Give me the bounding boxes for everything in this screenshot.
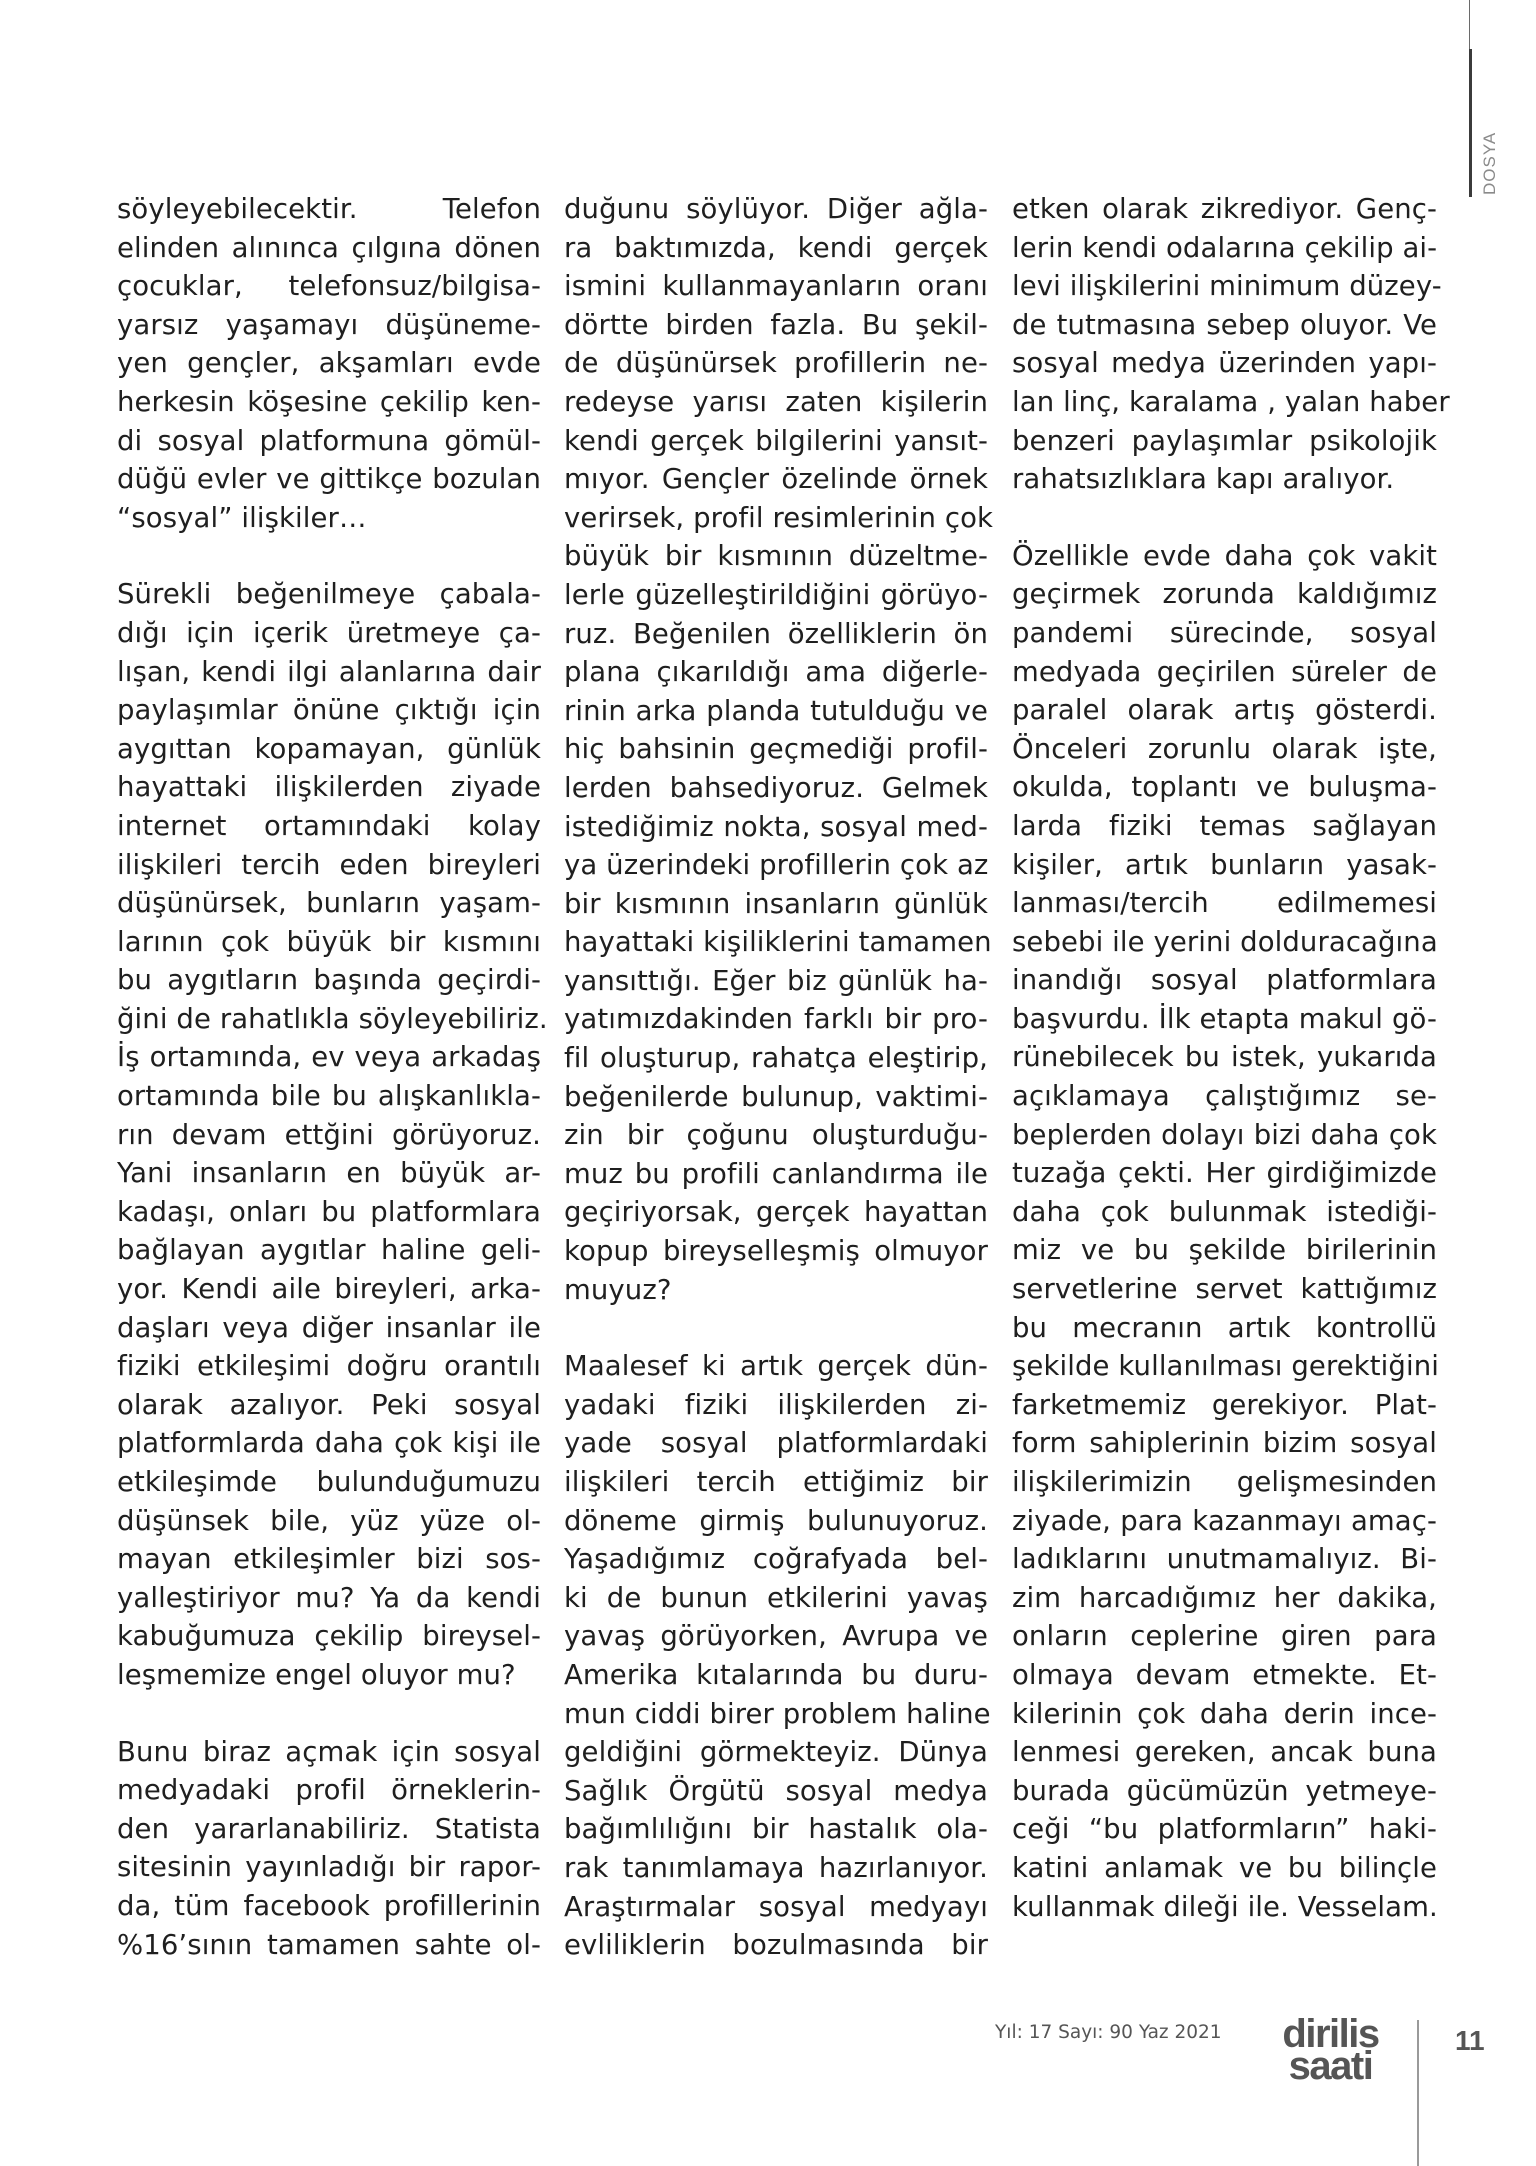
text-line: paylaşımlar önüne çıktığı için — [117, 694, 541, 727]
text-line: mun ciddi birer problem haline — [564, 1697, 991, 1730]
text-line: sebebi ile yerini dolduracağına — [1012, 925, 1438, 958]
text-line: ortamında bile bu alışkanlıkla- — [117, 1080, 541, 1113]
text-line: lerden bahsediyoruz. Gelmek — [564, 771, 988, 804]
text-line: açıklamaya çalıştığımız se- — [1012, 1080, 1437, 1113]
text-line: düğü evler ve gittikçe bozulan — [117, 463, 541, 496]
text-line: rın devam ettğini görüyoruz. — [117, 1118, 541, 1151]
text-line: paralel olarak artış gösterdi. — [1012, 694, 1437, 727]
text-line: lerle güzelleştirildiğini görüyo- — [564, 578, 988, 611]
text-line: redeyse yarısı zaten kişilerin — [564, 385, 988, 418]
text-line: onların ceplerine giren para — [1012, 1620, 1437, 1653]
text-line: istediğimiz nokta, sosyal med- — [564, 810, 988, 843]
text-line: ğini de rahatlıkla söyleyebiliriz. — [117, 1002, 548, 1035]
text-line: rahatsızlıklara kapı aralıyor. — [1012, 463, 1395, 496]
text-line: yadaki fiziki ilişkilerden zi- — [564, 1388, 988, 1421]
text-line: Sağlık Örgütü sosyal medya — [564, 1774, 988, 1807]
text-line: kilerinin çok daha derin ince- — [1012, 1697, 1437, 1730]
text-line: geçirmek zorunda kaldığımız — [1012, 578, 1437, 611]
text-line: dörtte birden fazla. Bu şekil- — [564, 308, 988, 341]
text-line: aygıttan kopamayan, günlük — [117, 732, 541, 765]
text-line: ceği “bu platformların” haki- — [1012, 1813, 1437, 1846]
text-line: lışan, kendi ilgi alanlarına dair — [117, 655, 541, 688]
text-line: form sahiplerinin bizim sosyal — [1012, 1427, 1437, 1460]
text-line: farketmemiz gerekiyor. Plat- — [1012, 1388, 1437, 1421]
text-line: tuzağa çekti. Her girdiğimizde — [1012, 1157, 1437, 1190]
text-line: rinin arka planda tutulduğu ve — [564, 694, 988, 727]
text-line: medyada geçirilen süreler de — [1012, 655, 1437, 688]
text-line: platformlarda daha çok kişi ile — [117, 1427, 541, 1460]
text-line: Amerika kıtalarında bu duru- — [564, 1658, 988, 1691]
text-line: söyleyebilecektir. Telefon — [117, 193, 541, 225]
text-line: plana çıkarıldığı ama diğerle- — [564, 656, 988, 689]
text-line: benzeri paylaşımlar psikolojik — [1012, 424, 1437, 457]
issue-info: Yıl: 17 Sayı: 90 Yaz 2021 — [995, 2022, 1222, 2043]
text-line: di sosyal platformuna gömül- — [117, 424, 541, 457]
magazine-logo — [1268, 2012, 1393, 2088]
text-line: kabuğumuza çekilip bireysel- — [117, 1620, 541, 1653]
text-line: ki de bunun etkilerini yavaş — [564, 1581, 988, 1614]
text-line: ya üzerindeki profillerin çok az — [564, 849, 989, 882]
text-line: olarak azalıyor. Peki sosyal — [117, 1388, 541, 1421]
logo-line-2: saati — [1288, 2044, 1373, 2088]
text-line: döneme girmiş bulunuyoruz. — [564, 1504, 988, 1537]
text-line: daha çok bulunmak istediği- — [1012, 1195, 1437, 1228]
paragraph — [117, 575, 548, 1694]
text-line: mayan etkileşimler bizi sos- — [117, 1543, 541, 1576]
text-line: ladıklarını unutmamalıyız. Bi- — [1012, 1543, 1437, 1576]
text-line: fiziki etkileşimi doğru orantılı — [117, 1350, 541, 1383]
text-line: yavaş görüyorken, Avrupa ve — [564, 1620, 988, 1653]
logo-line-1: dirilis — [1282, 2012, 1379, 2056]
text-line: geçiriyorsak, gerçek hayattan — [564, 1196, 988, 1229]
text-line: den yararlanabiliriz. Statista — [117, 1812, 541, 1845]
text-line: lerin kendi odalarına çekilip ai- — [1012, 231, 1438, 264]
text-line: servetlerine servet kattığımız — [1012, 1273, 1437, 1306]
text-line: verirsek, profil resimlerinin çok — [564, 501, 994, 534]
text-line: hiç bahsinin geçmediği profil- — [564, 733, 988, 766]
text-line: düşünürsek, bunların yaşam- — [117, 887, 541, 920]
text-line: ra baktımızda, kendi gerçek — [564, 231, 988, 264]
top-vertical-rule — [1469, 0, 1470, 50]
text-line: hayattaki kişiliklerini tamamen — [564, 926, 992, 959]
text-line: evliliklerin bozulmasında bir — [564, 1929, 988, 1962]
text-line: daşları veya diğer insanlar ile — [117, 1311, 541, 1344]
section-marker-bar — [1469, 49, 1472, 197]
text-line: ilişkileri tercih eden bireyleri — [117, 848, 541, 881]
text-line: miz ve bu şekilde birilerinin — [1012, 1234, 1437, 1267]
article-column-1 — [117, 190, 548, 2002]
text-line: larda fiziki temas sağlayan — [1012, 809, 1437, 842]
text-line: kullanmak dileği ile. Vesselam. — [1012, 1890, 1438, 1923]
text-line: Yaşadığımız coğrafyada bel- — [564, 1543, 988, 1576]
text-line: Önceleri zorunlu olarak işte, — [1012, 732, 1437, 765]
text-line: yade sosyal platformlardaki — [564, 1427, 988, 1460]
text-line: etkileşimde bulunduğumuzu — [117, 1466, 541, 1498]
text-line: yor. Kendi aile bireyleri, arka- — [117, 1273, 541, 1306]
text-line: başvurdu. İlk etapta makul gö- — [1012, 1002, 1437, 1035]
text-line: internet ortamındaki kolay — [117, 809, 541, 842]
text-line: rak tanımlamaya hazırlanıyor. — [564, 1851, 988, 1884]
text-line: kopup bireyselleşmiş olmuyor — [564, 1235, 988, 1268]
text-line: herkesin köşesine çekilip ken- — [117, 385, 541, 418]
text-line: burada gücümüzün yetmeye- — [1012, 1774, 1437, 1807]
text-line: zim harcadığımız her dakika, — [1012, 1581, 1437, 1614]
text-line: Bunu biraz açmak için sosyal — [117, 1735, 541, 1768]
text-line: ilişkilerimizin gelişmesinden — [1012, 1466, 1437, 1498]
text-line: inandığı sosyal platformlara — [1012, 964, 1437, 997]
text-line: ilişkileri tercih ettiğimiz bir — [564, 1466, 988, 1498]
text-line: Özellikle evde daha çok vakit — [1012, 539, 1437, 572]
text-line: fil oluşturup, rahatça eleştirip, — [564, 1042, 988, 1075]
text-line: beplerden dolayı bizi daha çok — [1012, 1118, 1437, 1151]
article-column-3 — [1012, 190, 1450, 1964]
text-line: mıyor. Gençler özelinde örnek — [564, 463, 988, 496]
text-line: lan linç, karalama , yalan haber — [1012, 385, 1450, 418]
text-line: kendi gerçek bilgilerini yansıt- — [564, 424, 988, 457]
text-line: lenmesi gereken, ancak buna — [1012, 1736, 1437, 1769]
text-line: Maalesef ki artık gerçek dün- — [564, 1350, 988, 1383]
paragraph — [117, 1733, 541, 1965]
text-line: duğunu söylüyor. Diğer ağla- — [564, 193, 988, 225]
text-line: pandemi sürecinde, sosyal — [1012, 616, 1437, 649]
article-column-2 — [564, 190, 994, 2003]
text-line: zin bir çoğunu oluşturduğu- — [564, 1119, 988, 1152]
text-line: sosyal medya üzerinden yapı- — [1012, 347, 1437, 380]
text-line: ruz. Beğenilen özelliklerin ön — [564, 617, 988, 650]
text-line: muyuz? — [564, 1273, 672, 1306]
section-label: DOSYA — [1480, 131, 1499, 195]
paragraph — [564, 190, 994, 1309]
footer-divider — [1417, 2020, 1419, 2166]
text-line: bu mecranın artık kontrollü — [1012, 1311, 1437, 1344]
text-line: bir kısmının insanların günlük — [564, 887, 988, 920]
text-line: leşmemize engel oluyor mu? — [117, 1658, 516, 1691]
text-line: “sosyal” ilişkiler… — [117, 501, 367, 534]
text-line: de düşünürsek profillerin ne- — [564, 347, 988, 380]
paragraph — [117, 190, 541, 537]
text-line: büyük bir kısmının düzeltme- — [564, 540, 988, 573]
text-line: bu aygıtların başında geçirdi- — [117, 964, 541, 997]
text-line: Araştırmalar sosyal medyayı — [564, 1890, 988, 1923]
text-line: bağlayan aygıtlar haline geli- — [117, 1234, 541, 1267]
text-line: hayattaki ilişkilerden ziyade — [117, 771, 541, 804]
text-line: Sürekli beğenilmeye çabala- — [117, 578, 541, 611]
text-line: yalleştiriyor mu? Ya da kendi — [117, 1581, 541, 1614]
text-line: medyadaki profil örneklerin- — [117, 1774, 541, 1807]
text-line: İş ortamında, ev veya arkadaş — [117, 1041, 541, 1074]
text-line: larının çok büyük bir kısmını — [117, 925, 541, 958]
text-line: rünebilecek bu istek, yukarıda — [1012, 1041, 1437, 1074]
text-line: geldiğini görmekteyiz. Dünya — [564, 1736, 988, 1769]
page-number: 11 — [1455, 2025, 1485, 2056]
paragraph — [1012, 190, 1450, 499]
text-line: etken olarak zikrediyor. Genç- — [1012, 193, 1437, 225]
text-line: lanması/tercih edilmemesi — [1012, 887, 1437, 920]
text-line: yarsız yaşamayı düşüneme- — [117, 308, 541, 341]
text-line: Yani insanların en büyük ar- — [117, 1157, 541, 1190]
text-line: çocuklar, telefonsuz/bilgisa- — [117, 270, 541, 303]
text-line: olmaya devam etmekte. Et- — [1012, 1658, 1437, 1691]
text-line: da, tüm facebook profillerinin — [117, 1889, 541, 1922]
text-line: düşünsek bile, yüz yüze ol- — [117, 1504, 541, 1537]
text-line: ziyade, para kazanmayı amaç- — [1012, 1504, 1437, 1537]
text-line: yansıttığı. Eğer biz günlük ha- — [564, 964, 988, 997]
text-line: elinden alınınca çılgına dönen — [117, 231, 541, 264]
text-line: kişiler, artık bunların yasak- — [1012, 848, 1437, 881]
text-line: kadaşı, onları bu platformlara — [117, 1195, 541, 1228]
text-line: katini anlamak ve bu bilinçle — [1012, 1851, 1437, 1884]
text-line: yen gençler, akşamları evde — [117, 347, 541, 380]
text-line: sitesinin yayınladığı bir rapor- — [117, 1851, 541, 1884]
text-line: yatımızdakinden farklı bir pro- — [564, 1003, 988, 1036]
text-line: okulda, toplantı ve buluşma- — [1012, 771, 1437, 804]
text-line: beğenilerde bulunup, vaktimi- — [564, 1080, 988, 1113]
text-line: muz bu profili canlandırma ile — [564, 1157, 988, 1190]
text-line: ismini kullanmayanların oranı — [564, 270, 988, 303]
text-line: de tutmasına sebep oluyor. Ve — [1012, 308, 1437, 341]
paragraph — [1012, 537, 1437, 1926]
text-line: bağımlılığını bir hastalık ola- — [564, 1813, 988, 1846]
text-line: dığı için içerik üretmeye ça- — [117, 616, 541, 649]
text-line: %16’sının tamamen sahte ol- — [117, 1928, 541, 1961]
text-line: şekilde kullanılması gerektiğini — [1012, 1350, 1439, 1383]
paragraph — [564, 1347, 991, 1965]
text-line: levi ilişkilerini minimum düzey- — [1012, 270, 1442, 303]
